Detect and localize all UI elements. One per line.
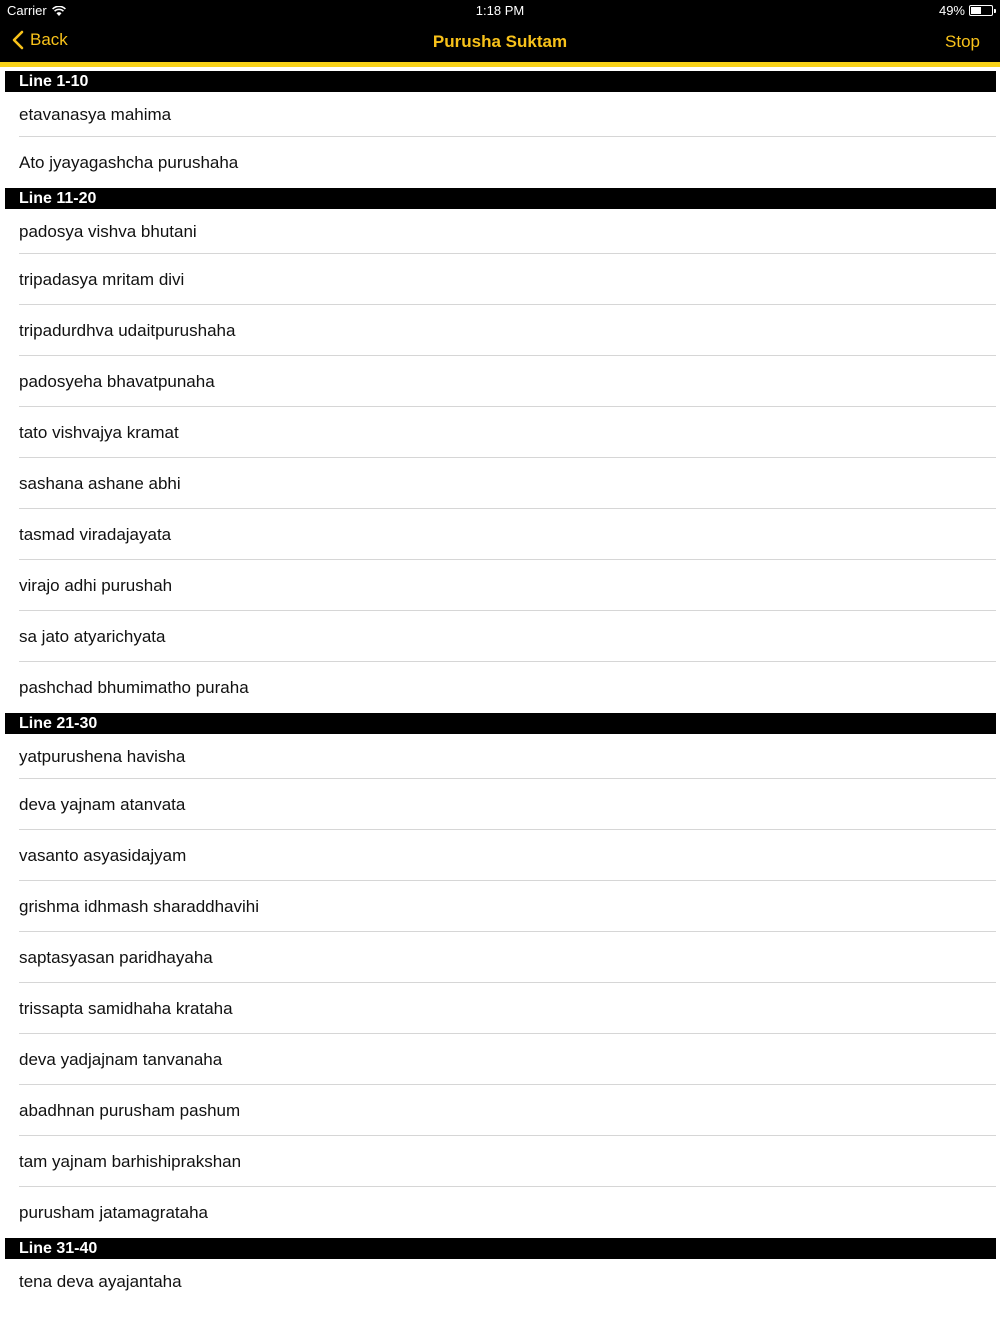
- carrier-label: Carrier: [7, 3, 47, 18]
- section-header: Line 1-10: [5, 71, 996, 92]
- list-item[interactable]: [0, 881, 1000, 932]
- list-item[interactable]: [0, 1259, 1000, 1304]
- list-item[interactable]: [0, 1085, 1000, 1136]
- list-item[interactable]: [0, 305, 1000, 356]
- list-item[interactable]: [0, 137, 1000, 188]
- list-item[interactable]: [0, 734, 1000, 779]
- status-time: 1:18 PM: [475, 3, 525, 18]
- list-item-label: saptasyasan paridhayaha: [19, 947, 213, 967]
- list-item-label: virajo adhi purushah: [19, 575, 173, 595]
- battery-icon: [969, 5, 993, 16]
- list-item-label: tato vishvajya kramat: [19, 422, 179, 442]
- list-item-label: trissapta samidhaha krataha: [19, 998, 233, 1018]
- section-header: Line 11-20: [5, 188, 996, 209]
- list-item-label: pashchad bhumimatho puraha: [19, 677, 249, 697]
- list-item-label: tam yajnam barhishiprakshan: [19, 1151, 242, 1171]
- list-item[interactable]: [0, 209, 1000, 254]
- list-item-label: tasmad viradajayata: [19, 524, 172, 544]
- page-title: Purusha Suktam: [432, 32, 568, 51]
- navigation-bar: [0, 22, 1000, 62]
- list-item-label: padosya vishva bhutani: [19, 221, 197, 241]
- list-item-label: yatpurushena havisha: [19, 746, 186, 766]
- list-item-label: padosyeha bhavatpunaha: [19, 371, 215, 391]
- list-item-label: deva yadjajnam tanvanaha: [19, 1049, 223, 1069]
- list-item[interactable]: [0, 932, 1000, 983]
- list-item-label: sa jato atyarichyata: [19, 626, 166, 646]
- back-label: Back: [30, 30, 68, 49]
- section-header: Line 31-40: [5, 1238, 996, 1259]
- list-item[interactable]: [0, 1034, 1000, 1085]
- list-item[interactable]: [0, 560, 1000, 611]
- list-item-label: sashana ashane abhi: [19, 473, 181, 493]
- stop-button[interactable]: Stop: [945, 32, 980, 51]
- list-item-label: Ato jyayagashcha purushaha: [19, 152, 239, 172]
- list-item[interactable]: [0, 509, 1000, 560]
- battery-percent: 49%: [938, 3, 965, 18]
- status-bar: [0, 0, 1000, 22]
- list-item-label: abadhnan purusham pashum: [19, 1100, 241, 1120]
- list-item-label: tripadurdhva udaitpurushaha: [19, 320, 236, 340]
- list-item[interactable]: [0, 1136, 1000, 1187]
- list-item[interactable]: [0, 407, 1000, 458]
- battery-group: [939, 3, 993, 18]
- list-item[interactable]: [0, 830, 1000, 881]
- list-item-label: tena deva ayajantaha: [19, 1271, 182, 1291]
- list-item-label: vasanto asyasidajyam: [19, 845, 187, 865]
- list-item[interactable]: [0, 356, 1000, 407]
- verse-list[interactable]: [0, 71, 1000, 1304]
- list-item[interactable]: [0, 458, 1000, 509]
- list-item-label: etavanasya mahima: [19, 104, 172, 124]
- list-item[interactable]: [0, 254, 1000, 305]
- list-item[interactable]: [0, 983, 1000, 1034]
- list-item[interactable]: [0, 662, 1000, 713]
- accent-divider: [0, 62, 1000, 67]
- list-item-label: grishma idhmash sharaddhavihi: [19, 896, 260, 916]
- list-item[interactable]: [0, 779, 1000, 830]
- list-item[interactable]: [0, 611, 1000, 662]
- list-item-label: deva yajnam atanvata: [19, 794, 186, 814]
- section-header: Line 21-30: [5, 713, 996, 734]
- list-item[interactable]: [0, 1187, 1000, 1238]
- list-item[interactable]: [0, 92, 1000, 137]
- list-item-label: purusham jatamagrataha: [19, 1202, 209, 1222]
- list-item-label: tripadasya mritam divi: [19, 269, 185, 289]
